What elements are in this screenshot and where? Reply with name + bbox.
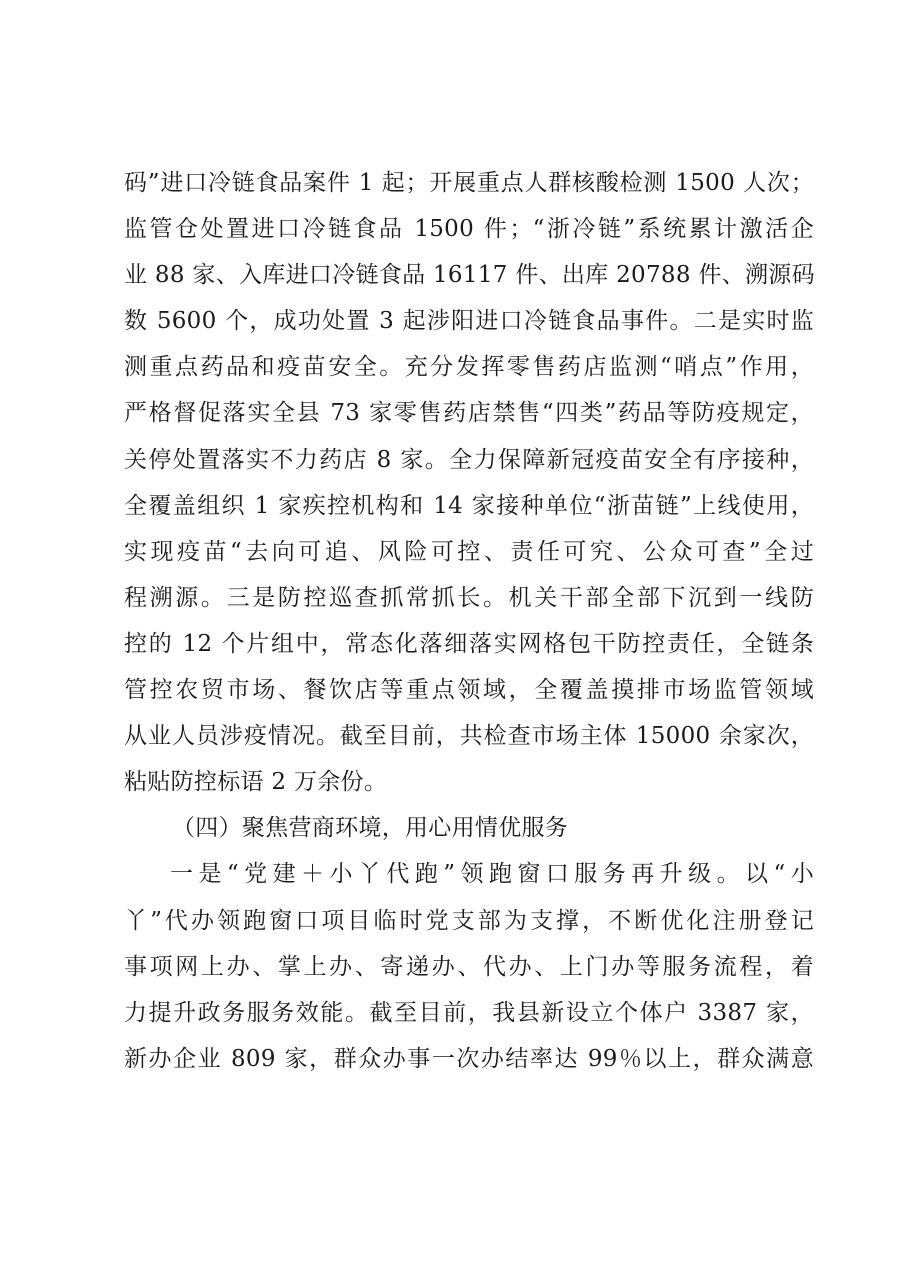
body-line: 关停处置落实不力药店 8 家。全力保障新冠疫苗安全有序接种， [124,446,814,473]
body-line: 实现疫苗“去向可追、风险可控、责任可究、公众可查”全过 [124,538,814,565]
body-line: 事项网上办、掌上办、寄递办、代办、上门办等服务流程，着 [124,953,814,980]
body-line: 监管仓处置进口冷链食品 1500 件；“浙冷链”系统累计激活企 [124,216,814,243]
body-line: 丫”代办领跑窗口项目临时党支部为支撑，不断优化注册登记 [124,907,814,934]
body-line: 新办企业 809 家，群众办事一次办结率达 99％以上，群众满意 [124,1045,814,1072]
body-line: 从业人员涉疫情况。截至目前，共检查市场主体 15000 余家次， [124,723,814,750]
body-line: 业 88 家、入库进口冷链食品 16117 件、出库 20788 件、溯源码 [124,262,815,289]
body-line: 力提升政务服务效能。截至目前，我县新设立个体户 3387 家， [124,999,814,1026]
body-line-paragraph-end: 粘贴防控标语 2 万余份。 [124,769,388,796]
body-line: 数 5600 个，成功处置 3 起涉阳进口冷链食品事件。二是实时监 [124,308,814,335]
body-line: 全覆盖组织 1 家疾控机构和 14 家接种单位“浙苗链”上线使用， [124,492,814,519]
body-line: 程溯源。三是防控巡查抓常抓长。机关干部全部下沉到一线防 [124,584,814,611]
body-line: 严格督促落实全县 73 家零售药店禁售“四类”药品等防疫规定， [124,400,814,427]
body-line: 控的 12 个片组中，常态化落细落实网格包干防控责任，全链条 [124,630,814,657]
body-line: 管控农贸市场、餐饮店等重点领域，全覆盖摸排市场监管领域 [124,677,814,704]
body-line-paragraph-start: 一是“党建＋小丫代跑”领跑窗口服务再升级。以“小 [170,861,814,888]
body-line: 码”进口冷链食品案件 1 起；开展重点人群核酸检测 1500 人次； [124,170,814,196]
section-heading: （四）聚焦营商环境，用心用情优服务 [172,815,569,842]
body-line: 测重点药品和疫苗安全。充分发挥零售药店监测“哨点”作用， [124,354,814,381]
document-body [124,160,814,1082]
